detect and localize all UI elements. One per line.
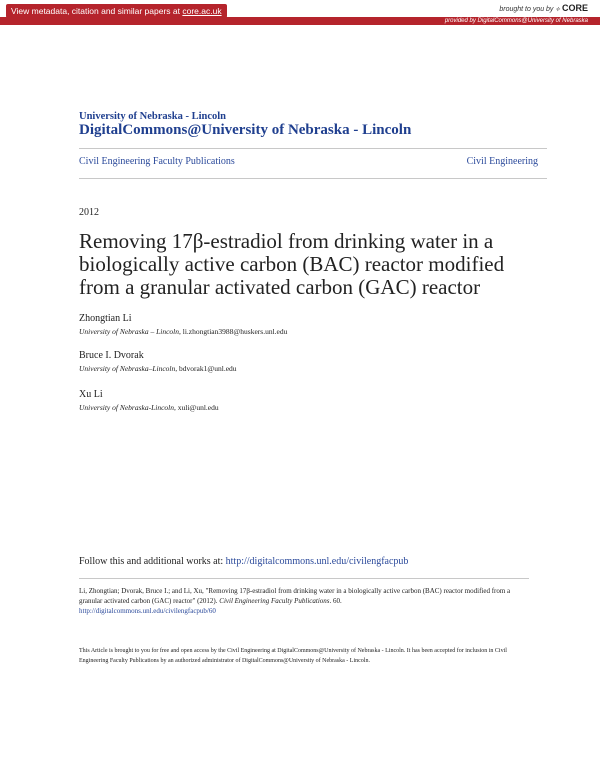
author-affiliation	[79, 327, 287, 336]
affiliation-institution: University of Nebraska-Lincoln	[79, 403, 174, 412]
department-link[interactable]: Civil Engineering	[466, 156, 538, 167]
author-name: Zhongtian Li	[79, 313, 132, 324]
affiliation-institution: University of Nebraska – Lincoln	[79, 327, 179, 336]
core-logo-icon: ⟡	[555, 6, 561, 13]
article-title: Removing 17β-estradiol from drinking water in a biologically active carbon (BAC) reactor modified from a granular activated carbon (GAC) reactor	[79, 229, 505, 299]
core-metadata-link[interactable]	[6, 4, 227, 18]
author-name: Xu Li	[79, 389, 103, 400]
core-brought-by-text: brought to you by	[499, 6, 554, 13]
author-email[interactable]: , xuli@unl.edu	[174, 403, 219, 412]
repository-name[interactable]: DigitalCommons@University of Nebraska - Lincoln	[79, 122, 412, 138]
recommended-citation	[79, 586, 519, 616]
author-affiliation	[79, 403, 219, 412]
author-email[interactable]: , li.zhongtian3988@huskers.unl.edu	[179, 327, 288, 336]
citation-number: . 60.	[329, 597, 342, 605]
author-affiliation	[79, 364, 237, 373]
divider	[79, 178, 547, 179]
publication-year: 2012	[79, 207, 99, 218]
divider	[79, 148, 547, 149]
author-email[interactable]: , bdvorak1@unl.edu	[175, 364, 237, 373]
follow-line	[79, 556, 408, 567]
core-banner	[0, 0, 600, 28]
divider	[79, 578, 529, 579]
core-metadata-text: View metadata, citation and similar papers at	[11, 6, 180, 16]
citation-series: Civil Engineering Faculty Publications	[219, 597, 330, 605]
citation-link[interactable]: http://digitalcommons.unl.edu/civilengfacpub/60	[79, 607, 216, 615]
core-logo: CORE	[561, 3, 588, 13]
citation-text: Li, Zhongtian; Dvorak, Bruce I.; and Li, Xu, "Removing 17β-estradiol from drinking water in a biologically active carbon (BAC) reactor modified from a granular activated carbon (GAC) reactor" (2012).	[79, 587, 511, 605]
affiliation-institution: University of Nebraska–Lincoln	[79, 364, 176, 373]
core-ac-uk-link[interactable]: core.ac.uk	[182, 6, 222, 16]
follow-link[interactable]: http://digitalcommons.unl.edu/civilengfacpub	[225, 556, 409, 567]
core-provided-by: provided by DigitalCommons@University of Nebraska	[444, 18, 588, 24]
follow-text: Follow this and additional works at:	[79, 556, 226, 567]
institution-name[interactable]: University of Nebraska - Lincoln	[79, 111, 226, 122]
access-notice: This Article is brought to you for free and open access by the Civil Engineering at DigitalCommons@University of Nebraska - Lincoln. It has been accepted for inclusion in Civil Engineering Faculty Publications by an authorized administrator of DigitalCommons@University of Nebraska - Lincoln.	[79, 648, 507, 664]
core-brought-by[interactable]	[499, 3, 588, 14]
author-name: Bruce I. Dvorak	[79, 350, 144, 361]
series-link[interactable]: Civil Engineering Faculty Publications	[79, 156, 235, 167]
